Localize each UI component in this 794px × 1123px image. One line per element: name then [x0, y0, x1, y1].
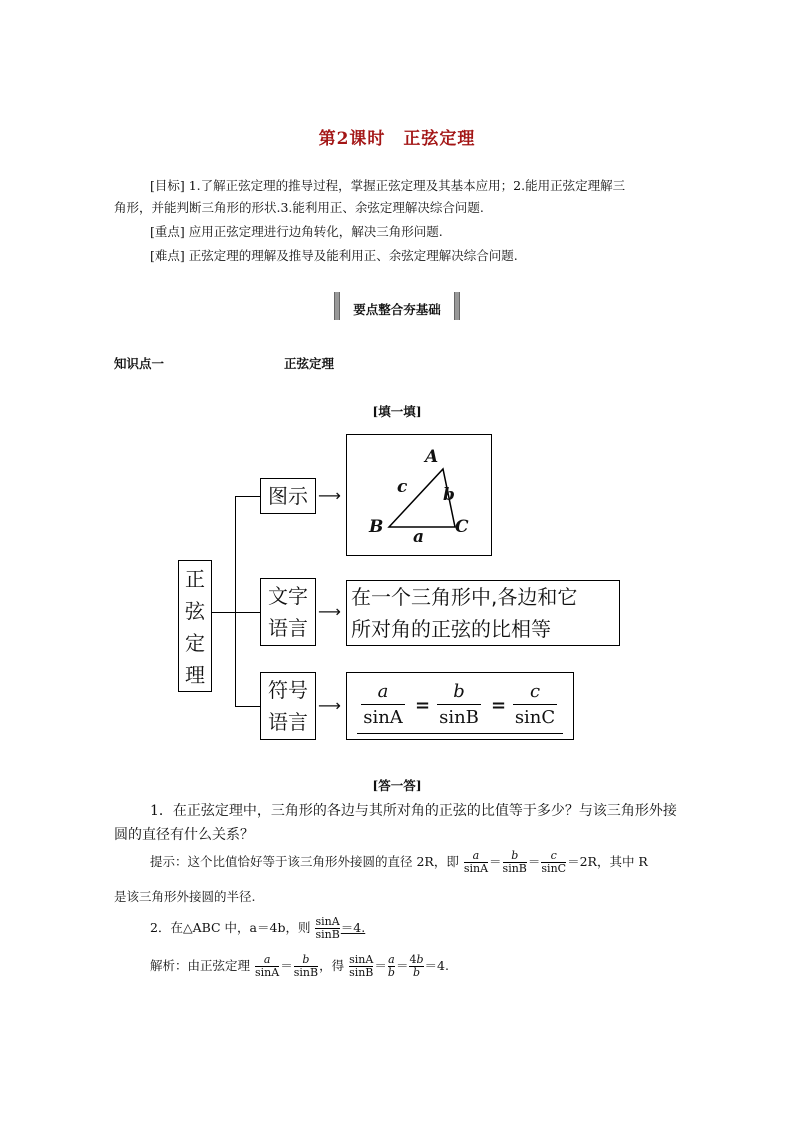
hint-prefix: 提示：这个比值恰好等于该三角形外接圆的直径 2R，即 [150, 854, 459, 869]
goals-line-1: [目标] 1.了解正弦定理的推导过程，掌握正弦定理及其基本应用；2.能用正弦定理解三 [150, 178, 626, 193]
fraction-b: b sinB [437, 681, 481, 728]
answer-label: [答一答] [372, 778, 422, 793]
root-char: 弦 [185, 599, 205, 623]
connector [235, 496, 260, 497]
hint-frac-a: $\frac{a}{\sin A}$ [463, 849, 489, 875]
knowledge-topic: 正弦定理 [284, 356, 335, 371]
side-a: a [413, 527, 425, 547]
sol-frac-d: $\frac{a}{b}$ [387, 953, 395, 979]
q2-answer: ＝4. [340, 920, 366, 935]
connector [235, 612, 260, 613]
connector [212, 612, 236, 613]
connector [235, 496, 236, 706]
root-char: 理 [185, 663, 205, 687]
root-char: 定 [185, 631, 205, 655]
triangle-box [346, 434, 492, 556]
statement-line: 在一个三角形中,各边和它 [351, 585, 578, 609]
q2-solution: 解析：由正弦定理 $\frac{a}{\sin A}$ ＝ $\frac{b}{\sin B}$ ，得 $\frac{\sin A}{\sin B}$ ＝ $\frac{a}{b}$ ＝ $\frac{4b}{b}$ ＝4. [150, 953, 449, 979]
fraction-c: c sinC [514, 681, 556, 728]
q1-hint: 提示：这个比值恰好等于该三角形外接圆的直径 2R，即 $\frac{a}{\sin A}$ ＝ $\frac{b}{\sin B}$ ＝ $\frac{c}{\sin C}$ ＝2R，其中 R [150, 849, 648, 875]
q2-prefix: 2．在△ABC 中，a＝4b，则 [150, 920, 311, 935]
goals-line-2: 角形，并能判断三角形的形状.3.能利用正、余弦定理解决综合问题. [114, 200, 484, 215]
section-label: 要点整合夯基础 [353, 302, 441, 317]
section-bar-right [454, 292, 460, 320]
arrow-right-icon: ⟶ [318, 602, 341, 621]
equals-sign: = [491, 695, 507, 716]
fill-label: [填一填] [372, 404, 422, 419]
formula-underline [357, 733, 563, 734]
q1-line-1: 1．在正弦定理中，三角形的各边与其所对角的正弦的比值等于多少？与该三角形外接 [150, 803, 677, 819]
statement-line: 所对角的正弦的比相等 [351, 617, 551, 641]
vertex-a: A [425, 447, 439, 467]
q1-line-2: 圆的直径有什么关系？ [114, 827, 254, 843]
branch-text-box [260, 578, 316, 646]
vertex-b: B [369, 517, 384, 537]
root-box [178, 560, 212, 692]
q2-question [150, 916, 365, 941]
sol-frac-c: $\frac{\sin A}{\sin B}$ [349, 953, 374, 979]
side-b: b [443, 485, 455, 505]
sol-prefix: 解析：由正弦定理 [150, 958, 251, 973]
hint-suffix: ＝2R，其中 R [567, 854, 648, 869]
vertex-c: C [455, 517, 469, 537]
branch-diagram-box: 图示 [260, 478, 316, 514]
q2-frac: $\frac{\sin A}{\sin B}$ [315, 915, 340, 941]
arrow-right-icon: ⟶ [318, 696, 341, 715]
focus-line: [重点] 应用正弦定理进行边角转化，解决三角形问题. [150, 224, 443, 239]
branch-text-line: 语言 [268, 616, 308, 640]
branch-symbol-line: 符号 [268, 678, 308, 702]
connector [235, 706, 260, 707]
sol-frac-a: $\frac{a}{\sin A}$ [255, 953, 280, 979]
branch-symbol-line: 语言 [268, 710, 308, 734]
hint-frac-b: $\frac{b}{\sin B}$ [502, 849, 527, 875]
section-header [334, 292, 460, 322]
root-char: 正 [185, 567, 205, 591]
fraction-a: a sinA [361, 681, 405, 728]
page-title: 第2课时 正弦定理 [318, 129, 476, 149]
arrow-right-icon: ⟶ [318, 486, 341, 505]
side-c: c [397, 477, 408, 497]
hint-frac-c: $\frac{c}{\sin C}$ [541, 849, 567, 875]
equals-sign: = [415, 695, 431, 716]
difficulty-line: [难点] 正弦定理的理解及推导及能利用正、余弦定理解决综合问题. [150, 248, 518, 263]
sol-frac-e: $\frac{4b}{b}$ [409, 953, 424, 979]
sol-mid: ，得 [319, 958, 345, 973]
statement-box [346, 580, 620, 646]
formula-box [346, 672, 574, 740]
sol-frac-b: $\frac{b}{\sin B}$ [293, 953, 319, 979]
branch-text-line: 文字 [268, 584, 308, 608]
branch-symbol-box [260, 672, 316, 740]
sol-end: ＝4. [424, 958, 449, 973]
q1-line-3: 是该三角形外接圆的半径. [114, 889, 256, 904]
sine-law-diagram [170, 430, 630, 750]
knowledge-label: 知识点一 [114, 356, 165, 371]
